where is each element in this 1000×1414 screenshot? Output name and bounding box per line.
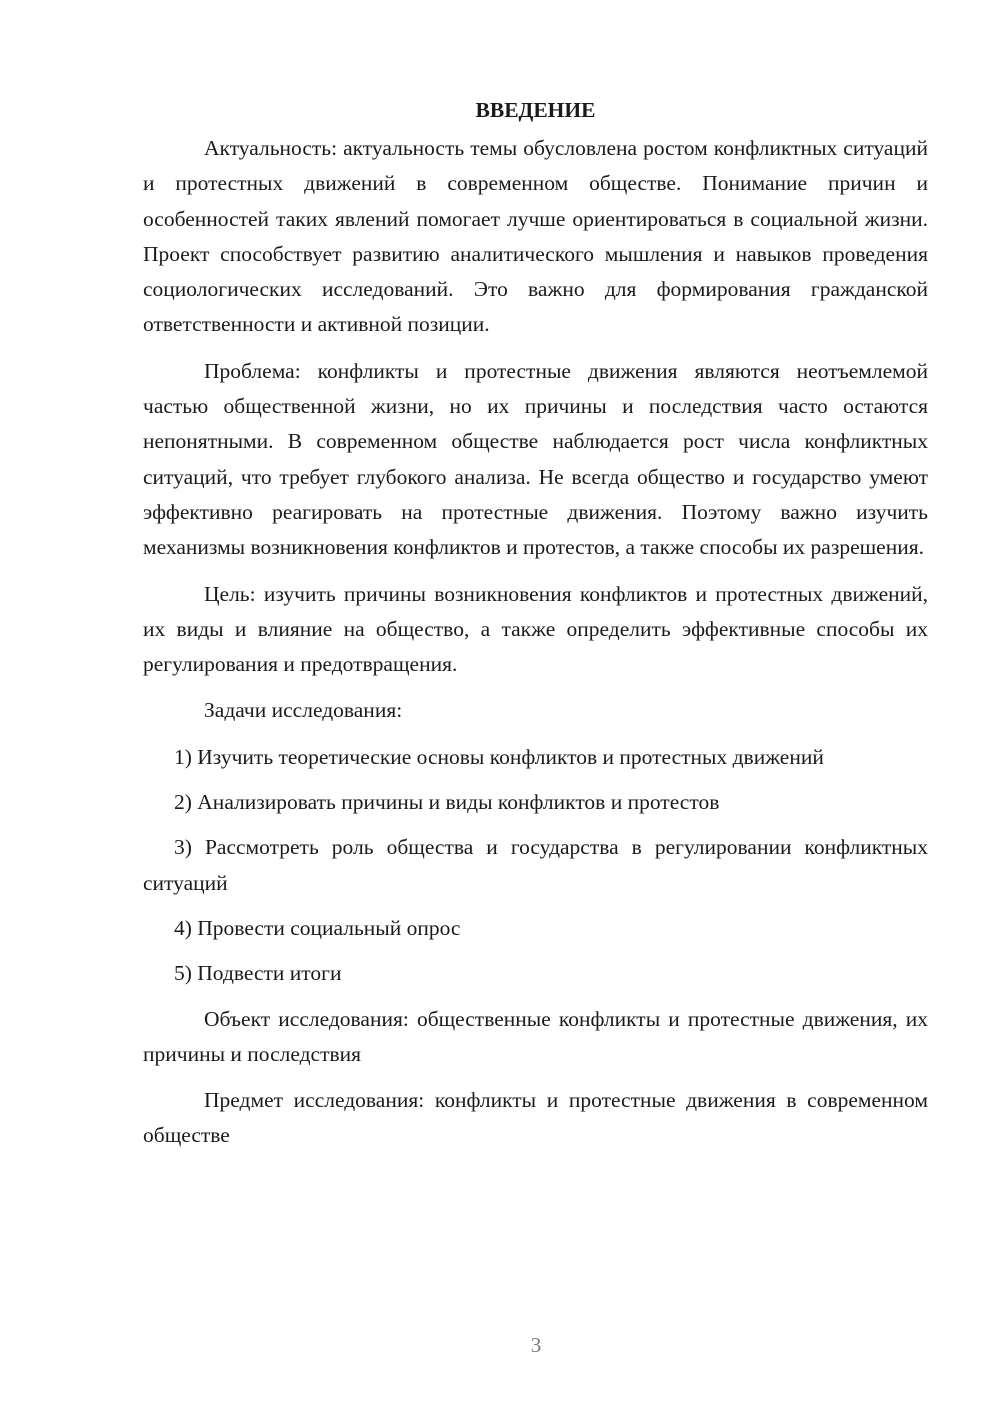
document-page <box>143 92 928 1165</box>
tasks-label: Задачи исследования: <box>204 698 403 723</box>
task-item-1: 1) Изучить теоретические основы конфликтов и протестных движений <box>174 744 824 769</box>
page-number: 3 <box>530 1333 542 1357</box>
section-title: ВВЕДЕНИЕ <box>475 98 596 122</box>
tasks-list <box>143 740 928 992</box>
paragraph-relevance: Актуальность: актуальность темы обусловлена ростом конфликтных ситуаций и протестных движений в современном обществе. Понимание причин и особенностей таких явлений помогает лучше ориентироваться в социальной жизни. Проект способствует развитию аналитического мышления и навыков проведения социологических исследований. Это важно для формирования гражданской ответственности и активной позиции. <box>143 136 928 337</box>
paragraph-object: Объект исследования: общественные конфликты и протестные движения, их причины и последствия <box>143 1006 928 1066</box>
task-item-5: 5) Подвести итоги <box>174 961 342 986</box>
task-item-3: 3) Рассмотреть роль общества и государства в регулировании конфликтных ситуаций <box>143 835 928 895</box>
task-item-4: 4) Провести социальный опрос <box>174 915 461 940</box>
paragraph-problem: Проблема: конфликты и протестные движения являются неотъемлемой частью общественной жизни, но их причины и последствия часто остаются непонятными. В современном обществе наблюдается рост числа конфликтных ситуаций, что требует глубокого анализа. Не всегда общество и государство умеют эффективно реагировать на протестные движения. Поэтому важно изучить механизмы возникновения конфликтов и протестов, а также способы их разрешения. <box>143 358 928 560</box>
paragraph-goal: Цель: изучить причины возникновения конфликтов и протестных движений, их виды и влияние на общество, а также определить эффективные способы их регулирования и предотвращения. <box>143 581 928 677</box>
paragraph-subject: Предмет исследования: конфликты и протестные движения в современном обществе <box>143 1088 928 1148</box>
task-item-2: 2) Анализировать причины и виды конфликтов и протестов <box>174 790 720 815</box>
